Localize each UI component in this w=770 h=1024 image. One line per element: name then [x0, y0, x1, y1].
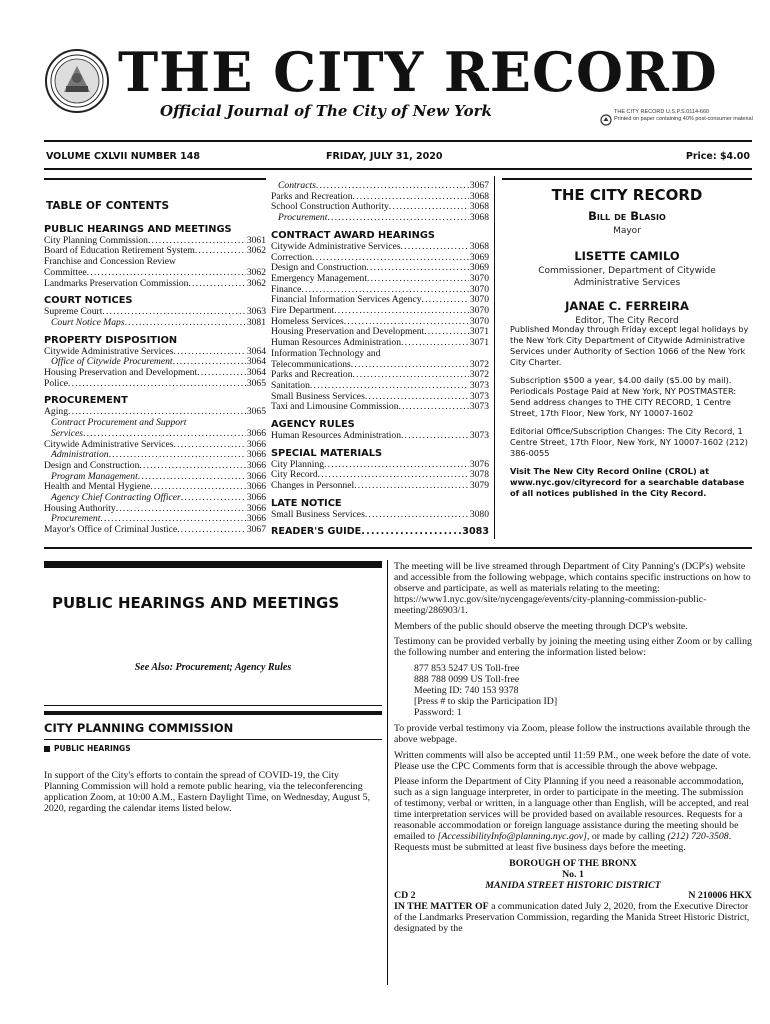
- toc-leader-dots: [401, 338, 469, 349]
- toc-entry-label: Procurement: [51, 514, 101, 525]
- toc-leader-dots: [181, 493, 246, 504]
- toc-leader-dots: [310, 381, 469, 392]
- dial-in-line: 888 788 0099 US Toll-free: [414, 674, 520, 686]
- toc-entry[interactable]: [44, 307, 266, 318]
- toc-entry-label: Citywide Administrative Services: [44, 439, 174, 450]
- toc-entry-label: Housing Preservation and Development: [271, 327, 425, 338]
- toc-leader-dots: [177, 525, 246, 536]
- toc-entry[interactable]: [44, 493, 266, 504]
- toc-leader-dots: [365, 392, 469, 403]
- toc-entry-page: 3062: [246, 278, 266, 289]
- toc-entry-label: School Construction Authority: [271, 202, 389, 213]
- toc-entry-page: 3062: [246, 267, 266, 278]
- notice-paragraph: Testimony can be provided verbally by joining the meeting using either Zoom or by calling the following number and entering the information listed below:: [394, 636, 752, 659]
- toc-leader-dots: [361, 527, 461, 538]
- dial-in-line: [Press # to skip the Participation ID]: [414, 695, 558, 707]
- toc-leader-dots: [197, 368, 246, 379]
- toc-section-heading: SPECIAL MATERIALS: [271, 447, 383, 459]
- toc-leader-dots: [422, 295, 469, 306]
- toc-entry-page: 3061: [246, 235, 266, 246]
- toc-entry-label: Mayor's Office of Criminal Justice: [44, 525, 178, 536]
- toc-entry[interactable]: [271, 327, 489, 338]
- toc-leader-dots: [68, 379, 246, 390]
- toc-entry-page: 3065: [246, 407, 266, 418]
- toc-entry[interactable]: [44, 461, 266, 472]
- toc-entry-page: 3064: [246, 368, 266, 379]
- toc-list-left: [44, 224, 266, 536]
- toc-entry[interactable]: [44, 450, 266, 461]
- square-bullet-icon: [44, 746, 50, 752]
- toc-entry-page: 3068: [469, 191, 489, 202]
- toc-entry-label: Court Notice Maps: [51, 317, 125, 328]
- toc-entry[interactable]: [271, 285, 489, 296]
- toc-entry-label: Sanitation: [271, 380, 310, 391]
- toc-entry-page: 3079: [469, 481, 489, 492]
- toc-entry-page: 3081: [246, 317, 266, 328]
- toc-entry-label: Contract Procurement and Support: [51, 418, 187, 429]
- toc-leader-dots: [87, 268, 246, 279]
- dial-in-line: 877 853 5247 US Toll-free: [414, 663, 520, 675]
- toc-entry-label: Committee: [44, 267, 87, 278]
- toc-entry-label: Services: [51, 428, 83, 439]
- masthead-rule: [44, 140, 752, 142]
- toc-entry-page: 3067: [469, 181, 489, 191]
- volume-number: VOLUME CXLVII NUMBER 148: [46, 151, 201, 162]
- toc-leader-dots: [324, 460, 469, 471]
- toc-entry[interactable]: [271, 460, 489, 471]
- matter-text: a communication dated July 2, 2020, from the Executive Director of the Landmarks Preservation Commission, regarding the Manida Street Historic District, designated by the: [394, 901, 750, 935]
- accommodation-text: , or made by calling: [586, 830, 668, 842]
- toc-entry-label: Program Management: [51, 471, 138, 482]
- column-divider-bottom: [387, 560, 388, 985]
- toc-leader-dots: [318, 470, 469, 481]
- subscription-info: Subscription $500 a year, $4.00 daily ($5.00 by mail). Periodicals Postage Paid at New York, NY POSTMASTER: Send address changes to THE CITY RECORD, 1 Centre Street, 17th Floor, New York, NY 10007-1602: [510, 375, 737, 418]
- toc-entry-label: Financial Information Services Agency: [271, 295, 422, 306]
- toc-entry-page: 3063: [246, 307, 266, 318]
- staff-box-title: THE CITY RECORD: [551, 186, 703, 204]
- toc-entry-page: 3072: [469, 359, 489, 370]
- toc-entry[interactable]: [44, 257, 266, 268]
- masthead-title: THE CITY RECORD: [118, 40, 718, 104]
- toc-entry-label: City Record: [271, 470, 318, 481]
- editorial-office-info: Editorial Office/Subscription Changes: The City Record, 1 Centre Street, 17th Floor, New York, NY 10007-1602 (212) 386-0055: [510, 426, 748, 458]
- city-seal-logo: [44, 48, 110, 114]
- toc-entry[interactable]: [271, 192, 489, 203]
- accessibility-phone: (212) 720-3508: [667, 830, 729, 842]
- toc-entry-page: 3070: [469, 295, 489, 306]
- toc-leader-dots: [401, 431, 469, 442]
- toc-entry-label: Parks and Recreation: [271, 370, 353, 381]
- toc-entry-page: 3073: [469, 431, 489, 442]
- toc-entry-page: 3065: [246, 378, 266, 389]
- toc-entry[interactable]: [44, 482, 266, 493]
- toc-entry-page: 3076: [469, 459, 489, 470]
- toc-entry[interactable]: [44, 472, 266, 483]
- toc-entry[interactable]: [44, 429, 266, 440]
- toc-entry-label: Administration: [51, 450, 109, 461]
- section-heading-bar: [44, 561, 382, 568]
- recycle-icon: [600, 114, 612, 126]
- toc-entry[interactable]: [271, 392, 489, 403]
- toc-entry[interactable]: [44, 379, 266, 390]
- toc-entry-label: Supreme Court: [44, 307, 103, 318]
- toc-leader-dots: [327, 213, 468, 224]
- toc-entry-page: 3062: [246, 246, 266, 257]
- toc-entry-label: Landmarks Preservation Commission: [44, 278, 189, 289]
- notice-paragraph: The meeting will be live streamed through Department of City Panning's (DCP's) website and accessible from the following webpage, which contains specific instructions on how to observe and participate, as well as materials relating to the meeting: https://www1.nyc.gov/site/nycengage/events/city-planning-commission-public-meeting/286903/1.: [394, 561, 751, 616]
- toc-entry-page: 3070: [469, 306, 489, 317]
- toc-leader-dots: [188, 279, 245, 290]
- toc-entry-page: 3070: [469, 316, 489, 327]
- toc-entry[interactable]: [271, 213, 489, 224]
- subsection-label-text: PUBLIC HEARINGS: [54, 744, 131, 753]
- toc-entry-page: 3068: [469, 202, 489, 213]
- agency-notice-body: In support of the City's efforts to contain the spread of COVID-19, the City Planning Commission will hold a remote public hearing, via the teleconferencing application Zoom, at 10:00 A.M., Eastern Daylight Time, on Wednesday, August 5, 2020, regarding the calendar items listed below.: [44, 770, 371, 814]
- toc-entry-page: 3072: [469, 370, 489, 381]
- toc-entry[interactable]: [271, 274, 489, 285]
- toc-entry[interactable]: [44, 357, 266, 368]
- toc-entry-label: Citywide Administrative Services: [271, 241, 401, 252]
- dial-in-line: Meeting ID: 740 153 9378: [414, 685, 519, 697]
- toc-entry-page: 3071: [469, 338, 489, 349]
- toc-entry-page: 3073: [469, 380, 489, 391]
- column-divider: [494, 176, 495, 539]
- toc-heading: TABLE OF CONTENTS: [46, 200, 170, 212]
- toc-leader-dots: [148, 236, 246, 247]
- toc-section-heading: COURT NOTICES: [44, 295, 133, 307]
- toc-column-left: [44, 176, 266, 536]
- notice-paragraph: To provide verbal testimony via Zoom, please follow the instructions available through the above webpage.: [394, 722, 750, 745]
- toc-entry[interactable]: [271, 306, 489, 317]
- toc-entry-page: 3069: [469, 252, 489, 263]
- toc-leader-dots: [150, 482, 246, 493]
- toc-entry-label: Homeless Services: [271, 316, 344, 327]
- toc-entry[interactable]: [271, 295, 489, 306]
- toc-entry[interactable]: [271, 510, 489, 521]
- borough-heading: BOROUGH OF THE BRONX: [509, 857, 637, 869]
- issue-bar: [44, 147, 752, 165]
- accommodation-text: . Requests must be submitted at least five business days before the meeting.: [394, 830, 732, 853]
- toc-leader-dots: [367, 274, 469, 285]
- toc-entry[interactable]: [271, 263, 489, 274]
- toc-entry[interactable]: [271, 402, 489, 413]
- toc-entry[interactable]: [44, 418, 266, 429]
- toc-entry[interactable]: [271, 470, 489, 481]
- toc-entry[interactable]: [44, 368, 266, 379]
- toc-leader-dots: [354, 481, 469, 492]
- toc-leader-dots: [116, 504, 246, 515]
- toc-leader-dots: [334, 306, 469, 317]
- toc-entry[interactable]: [271, 202, 489, 213]
- toc-leader-dots: [102, 307, 245, 318]
- commissioner-role: Commissioner, Department of Citywide Administrative Services: [538, 266, 716, 288]
- toc-entry-label: Design and Construction: [271, 263, 367, 274]
- toc-entry[interactable]: [271, 527, 489, 538]
- agency-title: CITY PLANNING COMMISSION: [44, 721, 234, 735]
- toc-entry-label: Small Business Services: [271, 391, 365, 402]
- toc-entry-page: 3066: [246, 450, 266, 461]
- toc-entry-page: 3066: [246, 482, 266, 493]
- toc-leader-dots: [344, 317, 469, 328]
- accommodation-text: Please inform the Department of City Planning if you need a reasonable accommodation, such as a sign language interpreter, in order to participate in the meeting. The submission of testimony, verbal or written, in a language other than English, will be accepted, and real time interpretation services will be provided based on available resources. Requests for a reasonable accommodation or foreign language assistance during the meeting should be emailed to: [394, 776, 749, 842]
- toc-entry[interactable]: [44, 440, 266, 451]
- agency-rule: [44, 739, 382, 740]
- toc-entry-page: 3066: [246, 514, 266, 525]
- toc-leader-dots: [174, 347, 246, 358]
- toc-entry-label: Parks and Recreation: [271, 191, 353, 202]
- toc-entry-label: Health and Mental Hygiene: [44, 482, 151, 493]
- toc-entry[interactable]: [44, 236, 266, 247]
- toc-entry-page: 3069: [469, 263, 489, 274]
- toc-leader-dots: [125, 318, 246, 329]
- toc-entry-label: Office of Citywide Procurement: [51, 357, 173, 368]
- toc-leader-dots: [174, 440, 246, 451]
- toc-entry[interactable]: [44, 268, 266, 279]
- toc-list-right: [271, 181, 489, 537]
- toc-entry-page: 3066: [246, 471, 266, 482]
- toc-entry[interactable]: [271, 253, 489, 264]
- toc-entry-label: Finance: [271, 284, 302, 295]
- toc-entry-label: Human Resources Administration: [271, 431, 402, 442]
- toc-entry[interactable]: [44, 525, 266, 536]
- toc-entry-page: 3066: [246, 460, 266, 471]
- crol-info: Visit The New City Record Online (CROL) at www.nyc.gov/cityrecord for a searchable database of all notices published in the City Record.: [510, 466, 745, 498]
- toc-section-heading: CONTRACT AWARD HEARINGS: [271, 229, 435, 241]
- toc-leader-dots: [424, 327, 469, 338]
- postal-notice: [614, 109, 753, 123]
- toc-leader-dots: [173, 357, 246, 368]
- toc-entry[interactable]: [44, 318, 266, 329]
- editor-role: Editor, The City Record: [575, 316, 679, 326]
- notice-paragraph: Written comments will also be accepted until 11:59 P.M., one week before the date of vote. Please use the CPC Comments form that is accessible through the above webpage.: [394, 749, 751, 772]
- toc-leader-dots: [139, 461, 245, 472]
- mayor-name: Bill de Blasio: [588, 209, 666, 223]
- publication-info-paragraph: Published Monday through Friday except legal holidays by the New York City Department of Citywide Administrative Services under Authority of Section 1066 of the New York City Charter.: [510, 324, 749, 367]
- toc-entry[interactable]: [271, 481, 489, 492]
- toc-leader-dots: [109, 450, 246, 461]
- toc-section-heading: PROPERTY DISPOSITION: [44, 334, 178, 346]
- toc-leader-dots: [68, 407, 246, 418]
- toc-entry-page: 3071: [469, 327, 489, 338]
- toc-section-heading: AGENCY RULES: [271, 419, 355, 431]
- toc-entry-page: 3078: [469, 470, 489, 481]
- toc-leader-dots: [100, 514, 245, 525]
- recycled-paper-line: Printed on paper containing 40% post-consumer material: [614, 116, 753, 122]
- issue-price: Price: $4.00: [685, 151, 750, 162]
- toc-entry-label: READER'S GUIDE: [271, 526, 362, 537]
- toc-entry-page: 3066: [246, 439, 266, 450]
- toc-entry[interactable]: [44, 504, 266, 515]
- toc-entry-page: 3064: [246, 346, 266, 357]
- toc-entry[interactable]: [271, 360, 489, 371]
- toc-leader-dots: [365, 510, 469, 521]
- toc-entry-page: 3070: [469, 273, 489, 284]
- toc-entry-page: 3064: [246, 357, 266, 368]
- postal-line: THE CITY RECORD U.S.P.S.0114-660: [614, 109, 710, 115]
- notice-paragraph: Members of the public should observe the meeting through DCP's website.: [394, 620, 688, 632]
- toc-entry[interactable]: [271, 317, 489, 328]
- toc-section-heading: PROCUREMENT: [44, 395, 128, 407]
- accessibility-email: [AccessibilityInfo@planning.nyc.gov]: [437, 830, 587, 842]
- toc-entry-page: 3068: [469, 241, 489, 252]
- toc-leader-dots: [399, 402, 469, 413]
- commissioner-name: LISETTE CAMILO: [574, 249, 680, 263]
- agency-heading-bar: [44, 711, 382, 715]
- toc-entry-label: Franchise and Concession Review: [44, 257, 176, 268]
- matter-paragraph: [394, 902, 752, 935]
- toc-entry-label: Housing Authority: [44, 503, 116, 514]
- toc-leader-dots: [401, 242, 469, 253]
- toc-section-heading: LATE NOTICE: [271, 497, 342, 509]
- see-also-rule: [44, 705, 382, 706]
- toc-entry-label: Emergency Management: [271, 273, 367, 284]
- toc-entry[interactable]: [271, 349, 489, 360]
- accommodation-paragraph: [394, 777, 752, 853]
- masthead-subtitle: Official Journal of The City of New York: [160, 102, 492, 120]
- editor-name: JANAE C. FERREIRA: [565, 299, 689, 313]
- toc-leader-dots: [138, 472, 246, 483]
- toc-entry-label: City Planning: [271, 459, 325, 470]
- toc-leader-dots: [316, 181, 469, 192]
- toc-entry-label: Correction: [271, 252, 313, 263]
- toc-leader-dots: [351, 360, 469, 371]
- issue-rule: [44, 168, 752, 170]
- toc-entry-label: Citywide Administrative Services: [44, 346, 174, 357]
- toc-entry-label: Telecommunications: [271, 359, 351, 370]
- toc-entry-label: Information Technology and: [271, 348, 381, 359]
- section-rule: [44, 547, 752, 549]
- toc-entry-label: City Planning Commission: [44, 235, 148, 246]
- toc-entry[interactable]: [271, 181, 489, 192]
- toc-entry[interactable]: [44, 347, 266, 358]
- publication-info: [510, 324, 750, 506]
- toc-entry[interactable]: [44, 514, 266, 525]
- toc-entry-label: Agency Chief Contracting Officer: [51, 493, 181, 504]
- toc-entry-page: 3083: [462, 526, 489, 537]
- toc-entry-page: 3066: [246, 428, 266, 439]
- case-number: N 210006 HKX: [688, 890, 752, 902]
- toc-entry-page: 3066: [246, 493, 266, 504]
- toc-entry-label: Human Resources Administration: [271, 338, 402, 349]
- toc-leader-dots: [195, 246, 246, 257]
- section-title: PUBLIC HEARINGS AND MEETINGS: [52, 594, 340, 612]
- toc-entry-label: Procurement: [278, 213, 328, 224]
- mayor-role: Mayor: [613, 226, 641, 236]
- toc-leader-dots: [366, 263, 468, 274]
- toc-entry-label: Housing Preservation and Development: [44, 368, 198, 379]
- toc-entry-page: 3068: [469, 213, 489, 224]
- toc-entry[interactable]: [271, 431, 489, 442]
- toc-entry[interactable]: [271, 338, 489, 349]
- toc-leader-dots: [301, 285, 468, 296]
- toc-entry-page: 3073: [469, 402, 489, 413]
- toc-entry-page: 3070: [469, 284, 489, 295]
- toc-entry-page: 3080: [469, 509, 489, 520]
- toc-column-right: [271, 181, 489, 537]
- see-also-note: See Also: Procurement; Agency Rules: [134, 662, 292, 673]
- toc-entry-label: Fire Department: [271, 306, 335, 317]
- toc-section-heading: PUBLIC HEARINGS AND MEETINGS: [44, 223, 232, 235]
- toc-entry-page: 3067: [246, 525, 266, 536]
- toc-entry[interactable]: [44, 407, 266, 418]
- toc-leader-dots: [312, 253, 469, 264]
- item-number: No. 1: [562, 868, 584, 880]
- dial-in-line: Password: 1: [414, 706, 462, 718]
- toc-entry-label: Design and Construction: [44, 460, 140, 471]
- toc-entry[interactable]: [44, 246, 266, 257]
- toc-leader-dots: [353, 370, 469, 381]
- toc-entry[interactable]: [271, 242, 489, 253]
- toc-entry-page: 3073: [469, 391, 489, 402]
- toc-entry-page: 3066: [246, 503, 266, 514]
- toc-leader-dots: [83, 429, 246, 440]
- issue-date: FRIDAY, JULY 31, 2020: [326, 151, 443, 162]
- toc-entry-label: Changes in Personnel: [271, 481, 355, 492]
- toc-entry-label: Board of Education Retirement System: [44, 246, 195, 257]
- toc-leader-dots: [353, 192, 469, 203]
- district-name: MANIDA STREET HISTORIC DISTRICT: [485, 879, 661, 891]
- subsection-label: [44, 744, 131, 753]
- toc-entry-label: Small Business Services: [271, 509, 365, 520]
- toc-entry-label: Police: [44, 378, 68, 389]
- matter-lead: IN THE MATTER OF: [394, 901, 489, 913]
- toc-leader-dots: [389, 202, 469, 213]
- toc-entry-label: Aging: [44, 407, 68, 418]
- toc-entry-label: Contracts: [278, 181, 316, 191]
- hearing-notice: [394, 562, 752, 935]
- toc-entry[interactable]: [271, 370, 489, 381]
- toc-entry-label: Taxi and Limousine Commission: [271, 402, 399, 413]
- toc-entry[interactable]: [271, 381, 489, 392]
- staff-box: [502, 178, 752, 327]
- community-district: CD 2: [394, 890, 416, 902]
- toc-entry[interactable]: [44, 279, 266, 290]
- dial-in-info: [394, 664, 752, 719]
